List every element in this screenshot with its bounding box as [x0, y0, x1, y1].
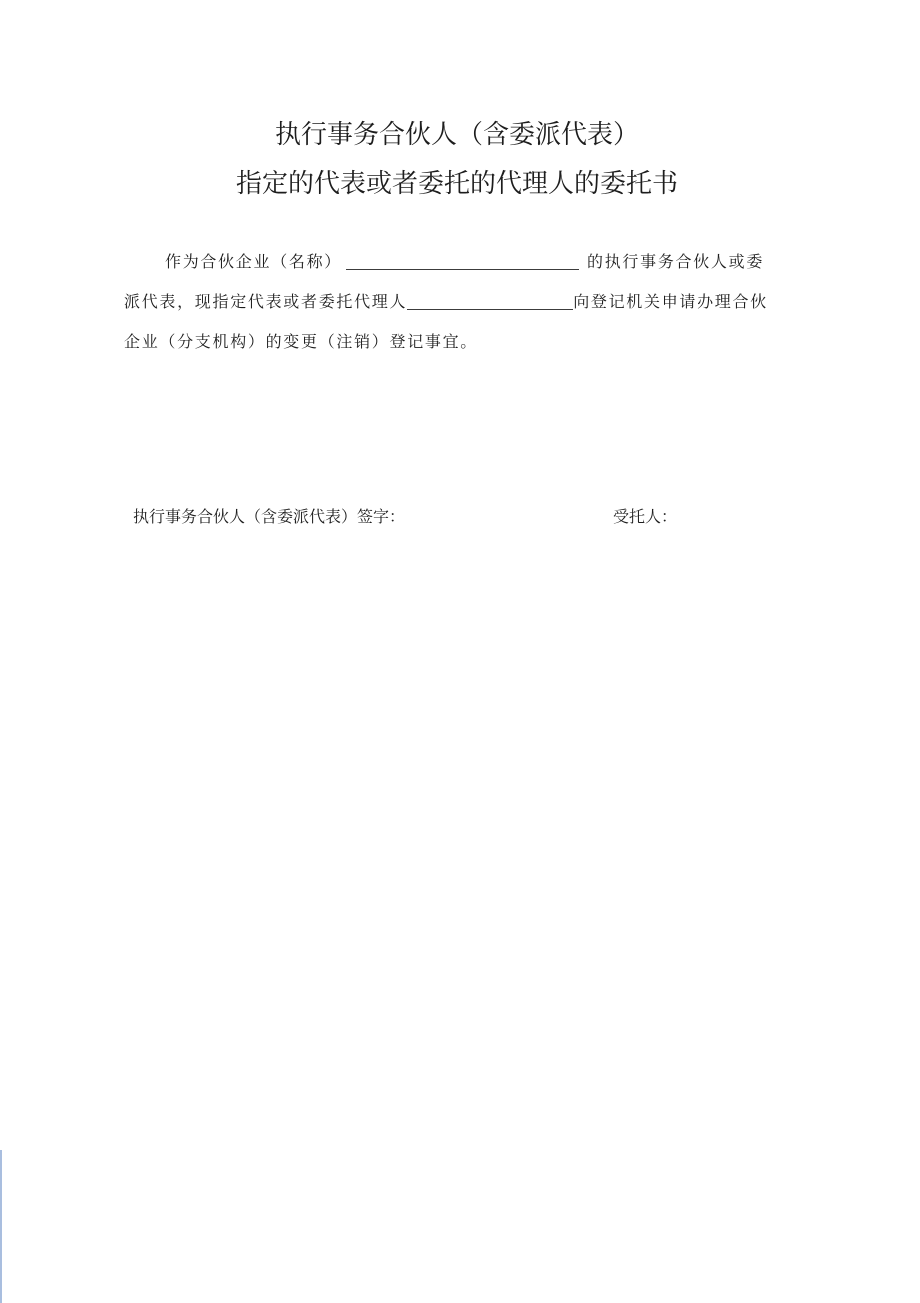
company-name-blank-field[interactable]	[346, 255, 579, 270]
trustee-label: 受托人：	[613, 509, 678, 526]
executing-partner-signature-label: 执行事务合伙人（含委派代表）签字：	[133, 509, 406, 526]
document-title-line-2: 指定的代表或者委托的代理人的委托书	[235, 169, 678, 198]
paragraph-line-2-pre: 派代表，现指定代表或者委托代理人	[124, 294, 408, 311]
paragraph-line-3-text: 企业（分支机构）的变更（注销）登记事宜。	[124, 334, 479, 351]
paragraph-line-1-pre: 作为合伙企业（名称）	[165, 254, 343, 271]
paragraph-line-2	[124, 283, 844, 323]
agent-name-blank-field[interactable]	[407, 295, 573, 310]
document-title-line-1: 执行事务合伙人（含委派代表）	[274, 120, 639, 149]
paragraph-line-1	[124, 243, 844, 283]
left-edge-accent-line	[0, 1150, 2, 1303]
paragraph-line-1-post: 的执行事务合伙人或委	[587, 254, 765, 271]
body-paragraph	[124, 243, 844, 363]
signature-row	[0, 502, 920, 534]
paragraph-line-3	[124, 323, 844, 363]
paragraph-line-2-post: 向登记机关申请办理合伙	[573, 294, 768, 311]
